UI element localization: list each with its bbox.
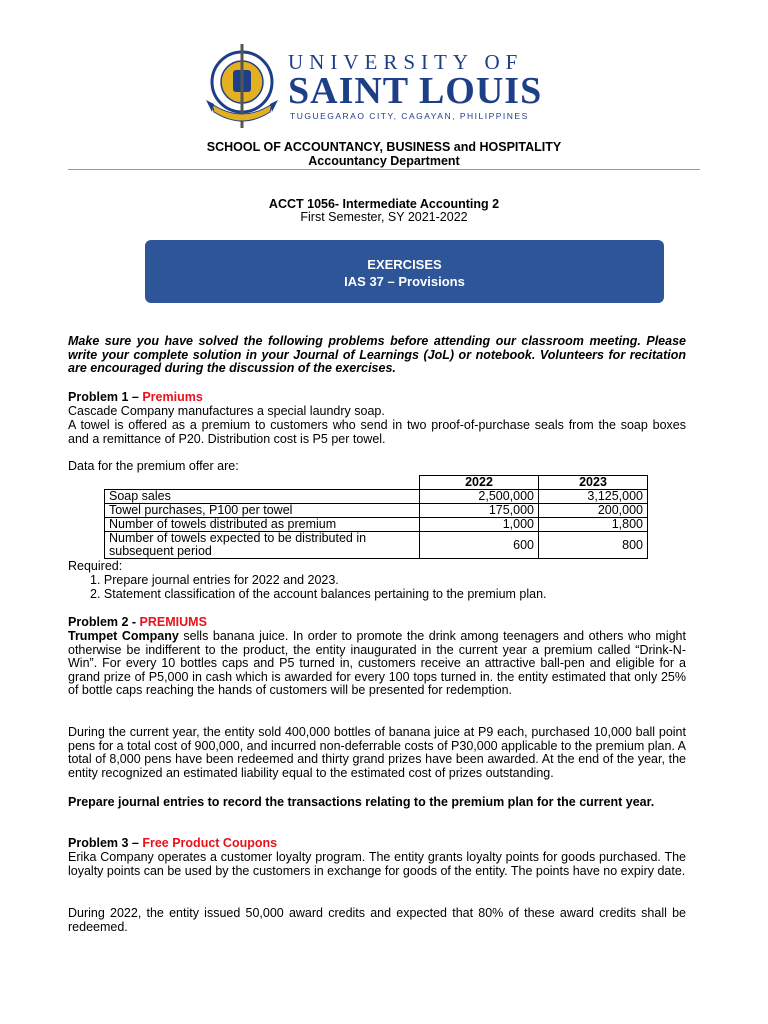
table-cell: 3,125,000 [539,490,648,504]
problem2-company: Trumpet Company [68,629,179,643]
problem2-paragraph2: During the current year, the entity sold 400,000 bottles of banana juice at P9 each, purchased 10,000 ball point pens for a total cost of 900,000, and incurred non-deferrable costs of P30,000 applicable to the premium plan. A total of 8,000 pens have been redeemed and thirty grand prizes have been awarded. At the end of the year, the entity recognized an estimated liability equal to the estimated cost of prizes outstanding. [68,725,686,780]
required-item-2: 2. Statement classification of the account balances pertaining to the premium plan. [90,587,547,601]
problem2-topic: PREMIUMS [139,615,207,629]
university-location: TUGUEGARAO CITY, CAGAYAN, PHILIPPINES [290,111,529,121]
table-cell: 175,000 [420,504,539,518]
table-cell: 2,500,000 [420,490,539,504]
table-cell: Number of towels expected to be distributed in subsequent period [105,532,420,559]
table-row [105,518,648,532]
problem1-data-intro: Data for the premium offer are: [68,459,239,473]
problem2-label: Problem 2 - [68,615,140,629]
problem1-paragraph: A towel is offered as a premium to customers who send in two proof-of-purchase seals from the soap boxes and a remittance of P20. Distribution cost is P5 per towel. [68,418,686,446]
department-name: Accountancy Department [308,154,460,168]
problem2-heading [68,616,686,630]
table-cell: 1,000 [420,518,539,532]
problem3-heading [68,837,686,851]
table-cell: 1,800 [539,518,648,532]
problem2-instruction: Prepare journal entries to record the transactions relating to the premium plan for the current year. [68,795,655,809]
table-row [105,490,648,504]
problem1-label: Problem 1 – [68,390,143,404]
table-cell: 800 [539,532,648,559]
problem3-paragraph1: Erika Company operates a customer loyalty program. The entity grants loyalty points for goods purchased. The loyalty points can be used by the customers in exchange for goods of the entity. The points have no expiry date. [68,850,686,878]
banner-subtitle: IAS 37 – Provisions [344,274,465,289]
header-divider [68,169,700,170]
table-cell: Towel purchases, P100 per towel [105,504,420,518]
school-name: SCHOOL OF ACCOUNTANCY, BUSINESS and HOSPITALITY [206,140,562,154]
problem2-paragraph1-text: sells banana juice. In order to promote the drink among teenagers and others who might otherwise be indifferent to the product, the entity inaugurated in the current year a premium called “Drink-N-Win”. For every 10 bottles caps and P5 turned in, customers receive an attractive ball-pen and eligible for a grand prize of P5,000 in cash which is awarded for every 100 tops turned in. the entity estimated that only 25% of bottle caps reaching the hands of customers will be presented for redemption. [68,629,686,698]
premium-data-table [104,475,648,559]
table-row [105,532,648,559]
problem3-topic: Free Product Coupons [142,836,278,850]
table-cell: Soap sales [105,490,420,504]
table-cell [105,476,420,490]
problem3-paragraph2: During 2022, the entity issued 50,000 award credits and expected that 80% of these award credits shall be redeemed. [68,906,686,934]
table-header-2022: 2022 [420,476,539,490]
table-cell: Number of towels distributed as premium [105,518,420,532]
problem1-heading [68,391,686,405]
problem2-paragraph1 [68,630,686,698]
table-cell: 600 [420,532,539,559]
table-cell: 200,000 [539,504,648,518]
instructions-paragraph: Make sure you have solved the following problems before attending our classroom meeting. Please write your complete solution in your Journal of Learnings (JoL) or notebook. Volunteers for recitation are encouraged during the discussion of the exercises. [68,334,686,376]
banner-title: EXERCISES [367,257,442,272]
required-label: Required: [68,559,123,573]
problem3-label: Problem 3 – [68,836,143,850]
course-term: First Semester, SY 2021-2022 [300,210,468,224]
table-header-row [105,476,648,490]
university-seal-logo [200,42,284,130]
exercise-banner [145,240,664,303]
university-name-line1: UNIVERSITY OF [288,50,524,74]
table-header-2023: 2023 [539,476,648,490]
university-name-line2: SAINT LOUIS [288,70,543,112]
course-title: ACCT 1056- Intermediate Accounting 2 [268,197,500,211]
problem1-topic: Premiums [142,390,203,404]
required-item-1: 1. Prepare journal entries for 2022 and 2023. [90,573,339,587]
problem1-line1: Cascade Company manufactures a special laundry soap. [68,404,385,418]
table-row [105,504,648,518]
